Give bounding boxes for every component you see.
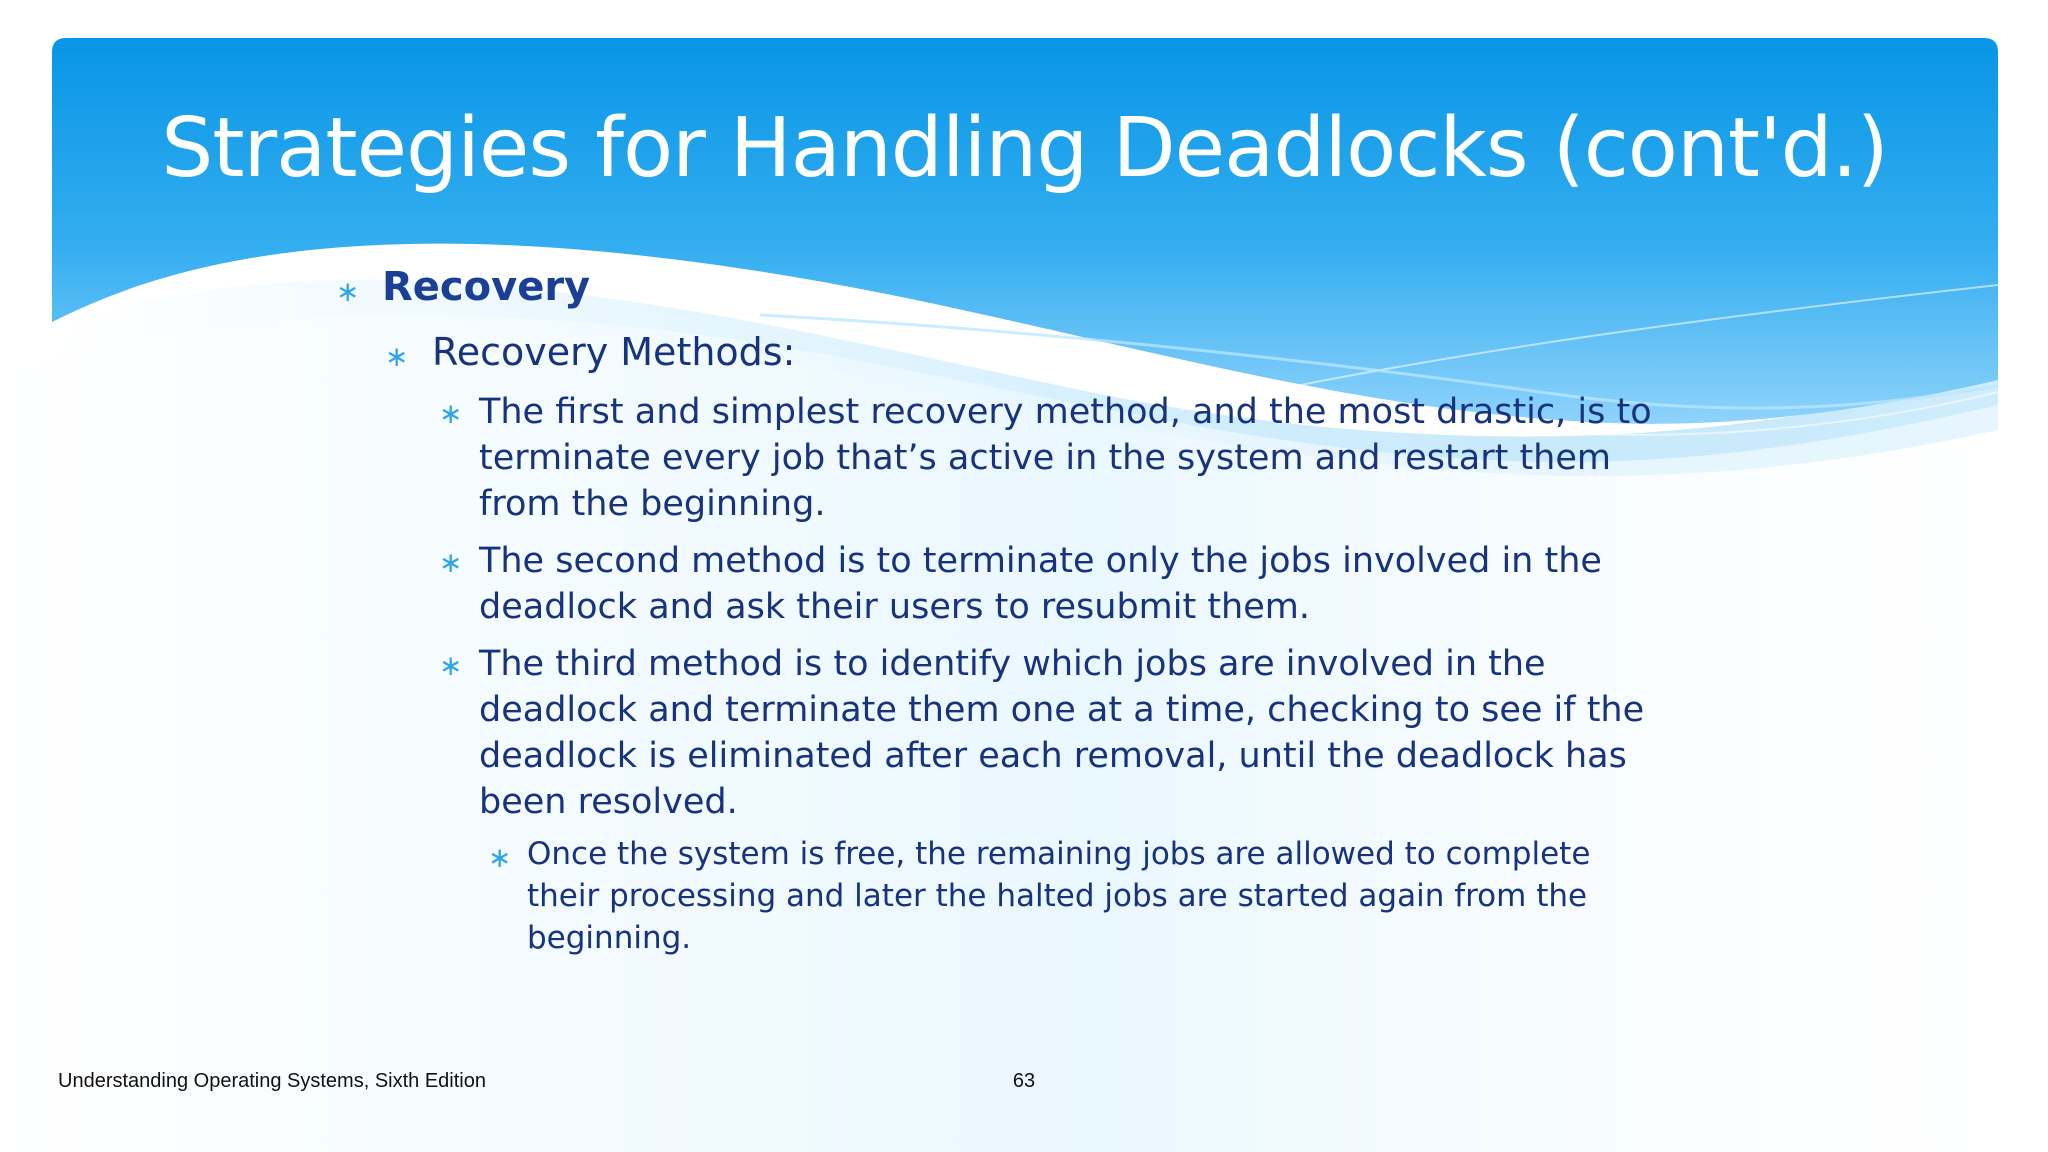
asterisk-bullet-icon: ∗ xyxy=(439,397,463,430)
asterisk-bullet-icon: ∗ xyxy=(439,546,463,579)
sub-note-line-3: beginning. xyxy=(527,920,692,956)
sub-note-line-1: Once the system is free, the remaining jobs are allowed to complete xyxy=(527,836,1591,872)
method-first-line-2: terminate every job that’s active in the system and restart them xyxy=(479,438,1611,478)
asterisk-bullet-icon: ∗ xyxy=(336,275,360,308)
footer-source: Understanding Operating Systems, Sixth Edition xyxy=(58,1070,486,1092)
method-third-line-3: deadlock is eliminated after each removal, until the deadlock has xyxy=(479,736,1627,776)
method-third-line-4: been resolved. xyxy=(479,782,738,822)
asterisk-bullet-icon: ∗ xyxy=(488,841,512,874)
asterisk-bullet-icon: ∗ xyxy=(439,649,463,682)
method-second-line-1: The second method is to terminate only the jobs involved in the xyxy=(479,541,1602,581)
method-first-line-1: The first and simplest recovery method, and the most drastic, is to xyxy=(479,392,1652,432)
method-third-line-2: deadlock and terminate them one at a time, checking to see if the xyxy=(479,690,1645,730)
method-first-line-3: from the beginning. xyxy=(479,484,826,524)
asterisk-bullet-icon: ∗ xyxy=(385,340,409,373)
recovery-heading: Recovery xyxy=(382,264,591,310)
recovery-methods-label: Recovery Methods: xyxy=(432,330,796,374)
sub-note-line-2: their processing and later the halted jobs are started again from the xyxy=(527,878,1588,914)
method-third-line-1: The third method is to identify which jobs are involved in the xyxy=(479,644,1546,684)
method-second-line-2: deadlock and ask their users to resubmit them. xyxy=(479,587,1310,627)
page-number: 63 xyxy=(1012,1070,1036,1092)
slide-title: Strategies for Handling Deadlocks (cont'd.) xyxy=(161,101,1888,196)
